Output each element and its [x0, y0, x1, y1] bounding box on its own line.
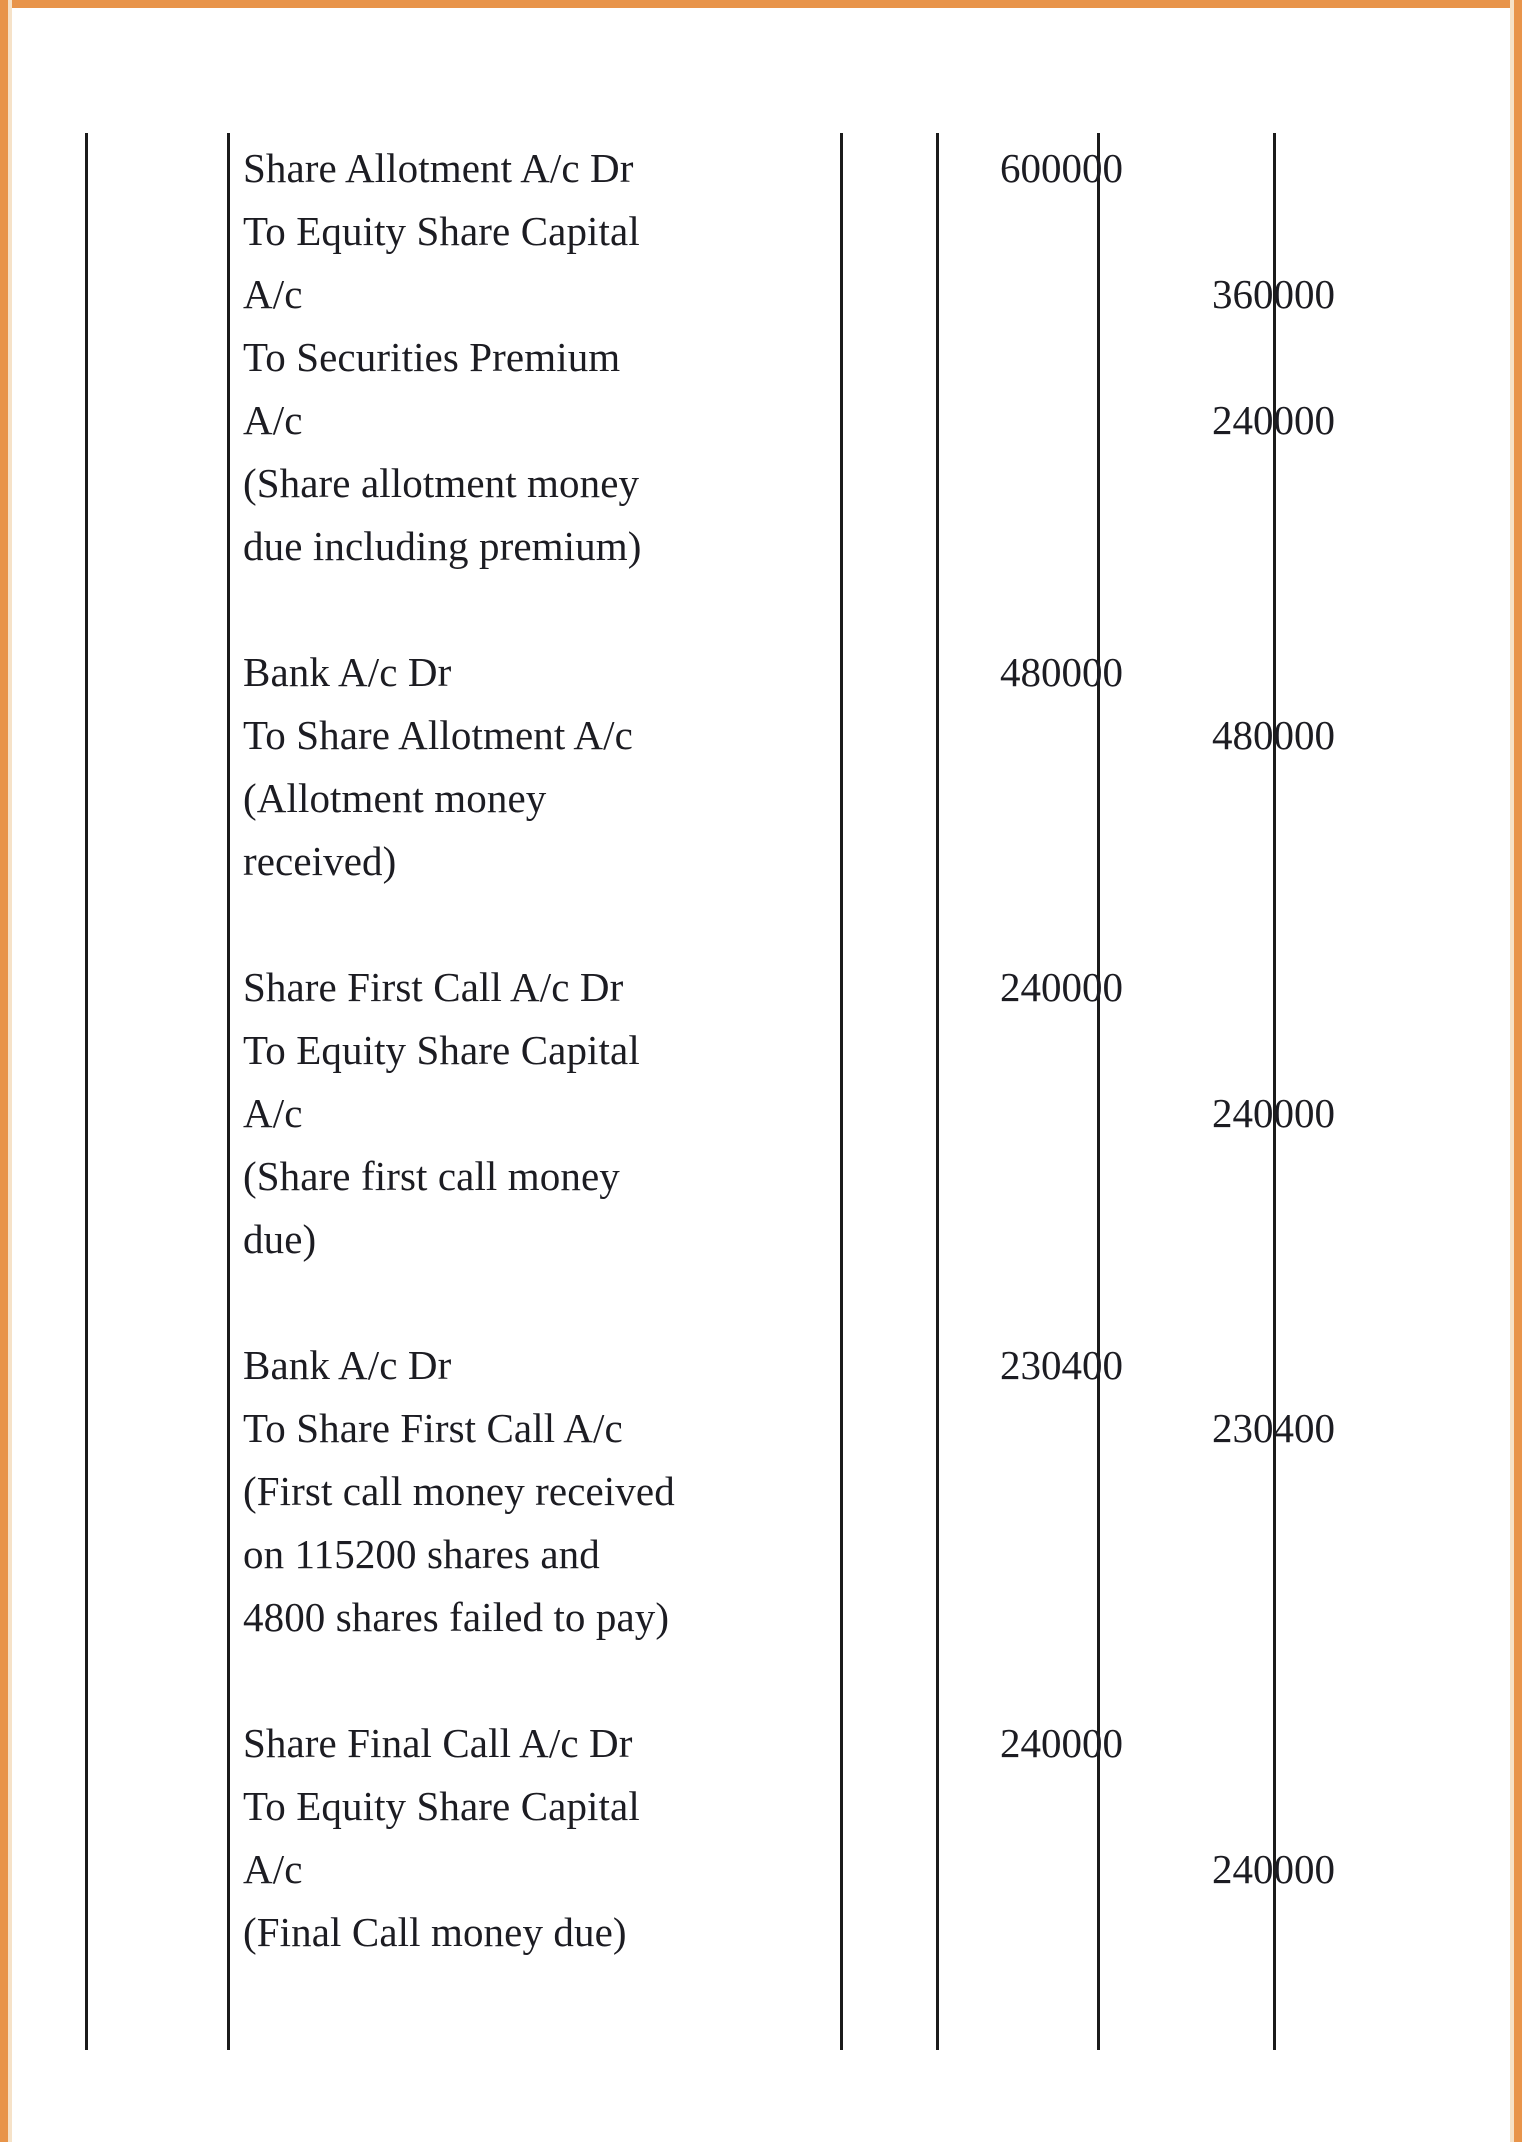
- debit-spacer: [1000, 389, 1180, 452]
- credit-spacer: [1212, 893, 1412, 956]
- debit-spacer: [1000, 893, 1180, 956]
- table-rule-particulars-left: [227, 133, 230, 2050]
- particulars-line: due): [243, 1216, 317, 1262]
- particulars-line: (Allotment money: [243, 775, 547, 821]
- debit-spacer: [1000, 1397, 1180, 1460]
- particulars-spacer: [243, 578, 823, 641]
- debit-spacer: [1000, 1271, 1180, 1334]
- debit-amount: 480000: [1000, 649, 1123, 695]
- particulars-line: 4800 shares failed to pay): [243, 1594, 670, 1640]
- credit-amount: 480000: [1212, 712, 1335, 758]
- particulars-line: Bank A/c Dr: [243, 1342, 452, 1388]
- debit-spacer: [1000, 1523, 1180, 1586]
- debit-spacer: [1000, 263, 1180, 326]
- particulars-line: A/c: [243, 397, 303, 443]
- credit-amount-column: [1212, 137, 1412, 1964]
- debit-amount: 600000: [1000, 145, 1123, 191]
- credit-spacer: [1212, 1523, 1412, 1586]
- debit-spacer: [1000, 1145, 1180, 1208]
- particulars-line: A/c: [243, 1846, 303, 1892]
- debit-spacer: [1000, 1208, 1180, 1271]
- debit-spacer: [1000, 767, 1180, 830]
- page-border-left: [0, 0, 8, 2142]
- particulars-line: (Final Call money due): [243, 1909, 627, 1955]
- debit-amount: 240000: [1000, 964, 1123, 1010]
- debit-amount: 230400: [1000, 1342, 1123, 1388]
- page-border-inner-left: [8, 0, 12, 2142]
- credit-spacer: [1212, 1145, 1412, 1208]
- page-border-inner-right: [1510, 0, 1514, 2142]
- particulars-line: To Share First Call A/c: [243, 1405, 623, 1451]
- credit-spacer: [1212, 1901, 1412, 1964]
- credit-spacer: [1212, 830, 1412, 893]
- debit-spacer: [1000, 1019, 1180, 1082]
- table-rule-debit-left: [936, 133, 939, 2050]
- debit-spacer: [1000, 1082, 1180, 1145]
- debit-amount-column: [1000, 137, 1180, 1964]
- debit-spacer: [1000, 1649, 1180, 1712]
- particulars-line: received): [243, 838, 397, 884]
- particulars-line: (First call money received: [243, 1468, 675, 1514]
- credit-spacer: [1212, 200, 1412, 263]
- particulars-line: To Equity Share Capital: [243, 208, 640, 254]
- debit-spacer: [1000, 452, 1180, 515]
- debit-spacer: [1000, 200, 1180, 263]
- debit-spacer: [1000, 515, 1180, 578]
- credit-spacer: [1212, 956, 1412, 1019]
- credit-spacer: [1212, 326, 1412, 389]
- credit-spacer: [1212, 1586, 1412, 1649]
- credit-spacer: [1212, 1460, 1412, 1523]
- particulars-line: due including premium): [243, 523, 642, 569]
- credit-amount: 240000: [1212, 1846, 1335, 1892]
- particulars-line: Share First Call A/c Dr: [243, 964, 624, 1010]
- credit-spacer: [1212, 1712, 1412, 1775]
- debit-spacer: [1000, 1460, 1180, 1523]
- particulars-line: To Share Allotment A/c: [243, 712, 633, 758]
- debit-spacer: [1000, 1586, 1180, 1649]
- particulars-line: To Equity Share Capital: [243, 1783, 640, 1829]
- particulars-line: Bank A/c Dr: [243, 649, 452, 695]
- particulars-line: To Securities Premium: [243, 334, 621, 380]
- particulars-line: A/c: [243, 1090, 303, 1136]
- page-border-right: [1514, 0, 1522, 2142]
- credit-spacer: [1212, 1649, 1412, 1712]
- credit-spacer: [1212, 1208, 1412, 1271]
- credit-spacer: [1212, 515, 1412, 578]
- credit-spacer: [1212, 641, 1412, 704]
- particulars-line: To Equity Share Capital: [243, 1027, 640, 1073]
- debit-amount: 240000: [1000, 1720, 1123, 1766]
- particulars-line: Share Final Call A/c Dr: [243, 1720, 633, 1766]
- particulars-line: (Share first call money: [243, 1153, 620, 1199]
- credit-amount: 240000: [1212, 397, 1335, 443]
- debit-spacer: [1000, 1775, 1180, 1838]
- particulars-spacer: [243, 1271, 823, 1334]
- credit-spacer: [1212, 137, 1412, 200]
- debit-spacer: [1000, 326, 1180, 389]
- debit-spacer: [1000, 830, 1180, 893]
- debit-spacer: [1000, 578, 1180, 641]
- credit-spacer: [1212, 1019, 1412, 1082]
- credit-spacer: [1212, 1271, 1412, 1334]
- credit-spacer: [1212, 452, 1412, 515]
- credit-amount: 230400: [1212, 1405, 1335, 1451]
- particulars-line: (Share allotment money: [243, 460, 640, 506]
- debit-spacer: [1000, 1901, 1180, 1964]
- particulars-line: A/c: [243, 271, 303, 317]
- particulars-line: Share Allotment A/c Dr: [243, 145, 634, 191]
- credit-spacer: [1212, 1775, 1412, 1838]
- particulars-column: [243, 137, 823, 1964]
- table-rule-ledger-folio-left: [840, 133, 843, 2050]
- debit-spacer: [1000, 1838, 1180, 1901]
- page-border-top: [0, 0, 1522, 8]
- particulars-spacer: [243, 893, 823, 956]
- credit-spacer: [1212, 767, 1412, 830]
- table-rule-date-left: [85, 133, 88, 2050]
- credit-amount: 240000: [1212, 1090, 1335, 1136]
- particulars-spacer: [243, 1649, 823, 1712]
- credit-amount: 360000: [1212, 271, 1335, 317]
- credit-spacer: [1212, 578, 1412, 641]
- debit-spacer: [1000, 704, 1180, 767]
- particulars-line: on 115200 shares and: [243, 1531, 600, 1577]
- credit-spacer: [1212, 1334, 1412, 1397]
